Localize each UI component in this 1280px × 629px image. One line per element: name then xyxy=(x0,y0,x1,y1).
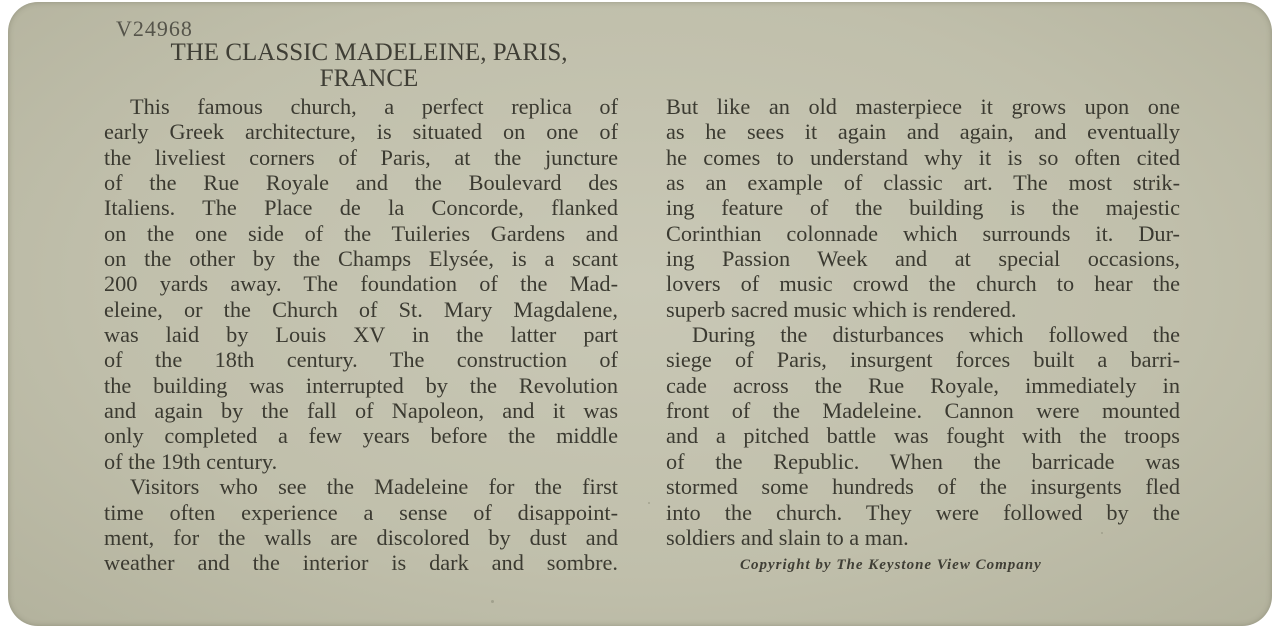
paper-speck xyxy=(648,502,650,504)
text-line: time often experience a sense of disappoint- xyxy=(104,499,618,525)
title-line-1: THE CLASSIC MADELEINE, PARIS, xyxy=(170,39,568,66)
text-line: of the Republic. When the barricade was xyxy=(666,448,1180,474)
text-line: only completed a few years before the middle xyxy=(104,423,618,449)
text-line: During the disturbances which followed the xyxy=(692,322,1180,348)
text-line: lovers of music crowd the church to hear the xyxy=(666,271,1180,297)
right-text-column xyxy=(666,94,1180,550)
text-line: Visitors who see the Madeleine for the first xyxy=(130,474,618,500)
title-line-2: FRANCE xyxy=(319,65,419,92)
text-line: Italiens. The Place de la Concorde, flanked xyxy=(104,195,618,221)
serial-number: V24968 xyxy=(116,16,193,41)
text-line: ing Passion Week and at special occasions, xyxy=(666,246,1180,272)
text-line: But like an old masterpiece it grows upon one xyxy=(666,94,1180,119)
text-line: front of the Madeleine. Cannon were mounted xyxy=(666,398,1180,424)
paper-speck xyxy=(1101,532,1103,534)
text-line: cade across the Rue Royale, immediately in xyxy=(666,372,1180,398)
text-line: ment, for the walls are discolored by dust and xyxy=(104,524,618,550)
text-line: into the church. They were followed by the xyxy=(666,499,1180,525)
text-line: on the other by the Champs Elysée, is a scant xyxy=(104,246,618,272)
text-line: he comes to understand why it is so often cited xyxy=(666,144,1180,170)
text-line: 200 yards away. The foundation of the Mad- xyxy=(104,271,618,297)
stereoview-card-back xyxy=(8,2,1272,626)
text-line: superb sacred music which is rendered. xyxy=(666,296,1017,322)
text-line: of the 19th century. xyxy=(104,448,278,474)
left-text-column xyxy=(104,94,618,576)
text-line: and again by the fall of Napoleon, and it was xyxy=(104,398,618,424)
text-line: the liveliest corners of Paris, at the juncture xyxy=(104,144,618,170)
text-line: stormed some hundreds of the insurgents fled xyxy=(666,474,1180,500)
text-line: siege of Paris, insurgent forces built a barri- xyxy=(666,347,1180,373)
text-line: early Greek architecture, is situated on one of xyxy=(104,119,618,145)
text-line: the building was interrupted by the Revolution xyxy=(104,372,618,398)
text-line: of the Rue Royale and the Boulevard des xyxy=(104,170,618,196)
text-line: This famous church, a perfect replica of xyxy=(130,94,618,119)
text-line: soldiers and slain to a man. xyxy=(666,524,909,550)
text-line: ing feature of the building is the majestic xyxy=(666,195,1180,221)
text-line: of the 18th century. The construction of xyxy=(104,347,618,373)
text-line: eleine, or the Church of St. Mary Magdalene, xyxy=(104,296,618,322)
text-line: was laid by Louis XV in the latter part xyxy=(104,322,618,348)
text-line: and a pitched battle was fought with the troops xyxy=(666,423,1180,449)
text-line: Corinthian colonnade which surrounds it. Dur- xyxy=(666,220,1180,246)
card-title xyxy=(104,40,634,92)
text-line: as an example of classic art. The most strik- xyxy=(666,170,1180,196)
text-line: as he sees it again and again, and eventually xyxy=(666,119,1180,145)
paper-speck xyxy=(491,600,494,603)
text-line: on the one side of the Tuileries Gardens and xyxy=(104,220,618,246)
text-line: weather and the interior is dark and sombre. xyxy=(104,550,618,576)
copyright-notice: Copyright by The Keystone View Company xyxy=(740,557,1042,573)
